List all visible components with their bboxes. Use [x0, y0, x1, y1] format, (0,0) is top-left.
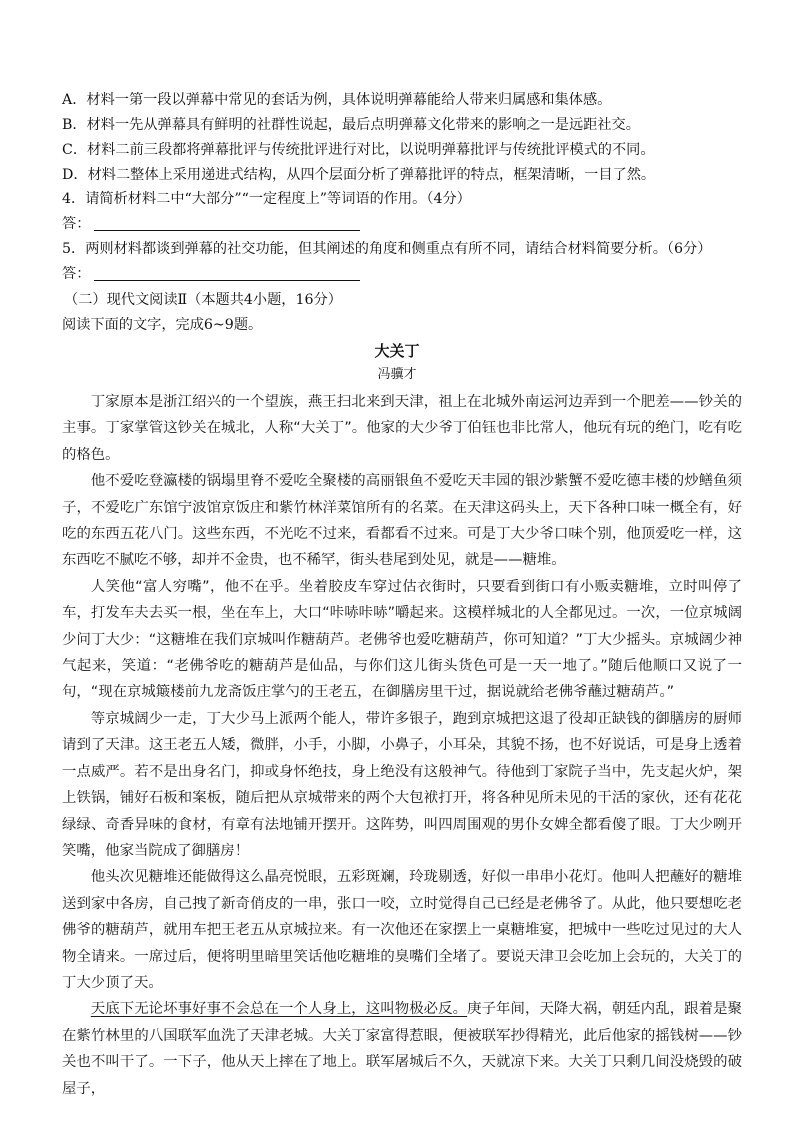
- question-4: 4．请简析材料二中“大部分”“一定程度上”等词语的作用。（4分）: [62, 191, 471, 207]
- underlined-sentence: 天底下无论坏事好事不会总在一个人身上，这叫物极必反。: [90, 1001, 468, 1018]
- section-heading: （二）现代文阅读Ⅱ（本题共4小题，16分）: [64, 292, 342, 308]
- story-author: 冯骥才: [377, 367, 417, 382]
- story-title: 大关丁: [374, 342, 420, 360]
- answer-line-5: [62, 264, 360, 284]
- question-5: 5．两则材料都谈到弹幕的社交功能，但其阐述的角度和侧重点有所不同，请结合材料简要分析。（6分）: [62, 241, 712, 257]
- option-d: D．材料二整体上采用递进式结构，从四个层面分析了弹幕批评的特点，框架清晰，一目了然。: [62, 167, 656, 183]
- story-paragraph: 丁家原本是浙江绍兴的一个望族，燕王扫北来到天津，祖上在北城外南运河边弄到一个肥差——钞关的主事。丁家掌管这钞关在城北，人称“大关丁”。他家的大少爷丁伯钰也非比常人，他玩有玩的绝门，吃有吃的格色。: [62, 394, 742, 463]
- answer-label: 答：: [62, 266, 91, 282]
- option-a: A．材料一第一段以弹幕中常见的套话为例，具体说明弹幕能给人带来归属感和集体感。: [62, 92, 612, 108]
- story-paragraph: 等京城阔少一走，丁大少马上派两个能人，带许多银子，跑到京城把这退了役却正缺钱的御膳房的厨师请到了天津。这王老五人矮，微胖，小手，小脚，小鼻子，小耳朵，其貌不扬，也不好说话，可是身上透着一点威严。若不是出身名门，抑或身怀绝技，身上绝没有这般神气。待他到丁家院子当中，先支起火炉，架上铁锅，铺好石板和案板，随后把从京城带来的两个大包袱打开，将各种见所未见的干活的家伙，还有花花绿绿、奇香异味的食材，有章有法地铺开摆开。这阵势，叫四周围观的男仆女婢全都看傻了眼。丁大少咧开笑嘴，他家当院成了御膳房！: [62, 710, 742, 859]
- answer-line-4: [62, 214, 360, 234]
- answer-blank[interactable]: [94, 266, 360, 281]
- story-paragraph: 他头次见糖堆还能做得这么晶亮悦眼，五彩斑斓，玲珑剔透，好似一串串小花灯。他叫人把蘸好的糖堆送到家中各房，自己拽了新奇俏皮的一串，张口一咬，立时觉得自己已经是老佛爷了。从此，他只要想吃老佛爷的糖葫芦，就用车把王老五从京城拉来。有一次他还在家摆上一桌糖堆宴，把城中一些吃过见过的大人物全请来。一席过后，便将明里暗里笑话他吃糖堆的臭嘴们全堵了。要说天津卫会吃加上会玩的，大关丁的丁大少顶了天。: [62, 869, 742, 991]
- section-instruction: 阅读下面的文字，完成6~9题。: [62, 317, 263, 333]
- story-paragraph: [62, 996, 742, 1102]
- story-paragraph-rest: 庚子年间，天降大祸，朝廷内乱，跟着是聚在紫竹林里的八国联军血洗了天津老城。大关丁家富得惹眼，便被联军抄得精光，此后他家的摇钱树——钞关也不叫干了。一下子，他从天上摔在了地上。联军屠城后不久，天就凉下来。大关丁只剩几间没烧毁的破屋子，: [62, 1001, 742, 1097]
- story-paragraph: 人笑他“富人穷嘴”，他不在乎。坐着胶皮车穿过估衣街时，只要看到街口有小贩卖糖堆，立时叫停了车，打发车夫去买一根，坐在车上，大口“咔哧咔哧”嚼起来。这模样城北的人全都见过。一次，一位京城阔少问丁大少：“这糖堆在我们京城叫作糖葫芦。老佛爷也爱吃糖葫芦，你可知道？”丁大少摇头。京城阔少神气起来，笑道：“老佛爷吃的糖葫芦是仙品，与你们这儿街头货色可是一天一地了。”随后他顺口又说了一句，“现在京城簸楼前九龙斋饭庄掌勺的王老五，在御膳房里干过，据说就给老佛爷蘸过糖葫芦。”: [62, 578, 742, 701]
- story-paragraph: 他不爱吃登瀛楼的锅塌里脊不爱吃全聚楼的高丽银鱼不爱吃天丰园的银沙紫蟹不爱吃德丰楼的炒鳝鱼须子，不爱吃广东馆宁波馆京饭庄和紫竹林洋菜馆所有的名菜。在天津这码头上，天下各种口味一概全有，好吃的东西五花八门。这些东西，不光吃不过来，看都看不过来。可是丁大少爷口味个别，他顶爱吃一样，这东西吃不腻吃不够，却并不金贵，也不稀罕，街头巷尾到处见，就是——糖堆。: [62, 473, 742, 569]
- answer-label: 答：: [62, 216, 91, 232]
- story-body: [62, 389, 742, 1102]
- answer-blank[interactable]: [94, 216, 360, 231]
- option-c: C．材料二前三段都将弹幕批评与传统批评进行对比，以说明弹幕批评与传统批评模式的不同。: [62, 142, 655, 158]
- option-b: B．材料一先从弹幕具有鲜明的社群性说起，最后点明弹幕文化带来的影响之一是远距社交。: [62, 117, 640, 133]
